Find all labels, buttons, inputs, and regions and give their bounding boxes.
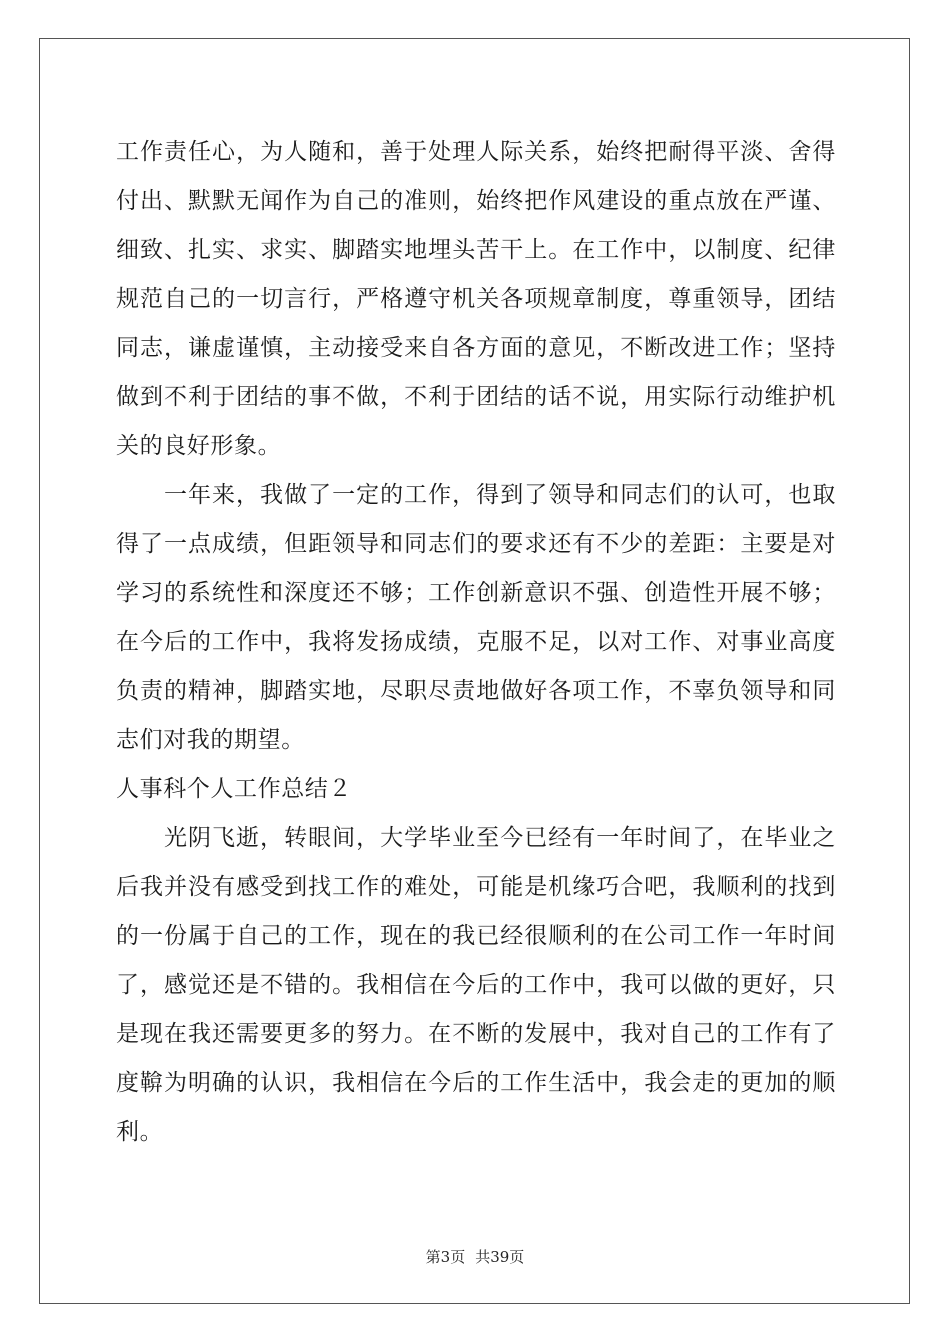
- page-total: 共39页: [475, 1248, 525, 1266]
- paragraph-section-intro: 光阴飞逝，转眼间，大学毕业至今已经有一年时间了，在毕业之后我并没有感受到找工作的难处，可能是机缘巧合吧，我顺利的找到的一份属于自己的工作，现在的我已经很顺利的在公司工作一年时间了，感觉还是不错的。我相信在今后的工作中，我可以做的更好，只是现在我还需要更多的努力。在不断的发展中，我对自己的工作有了度鞥为明确的认识，我相信在今后的工作生活中，我会走的更加的顺利。: [116, 825, 836, 1145]
- page-footer: [0, 1247, 950, 1267]
- paragraph-summary: 一年来，我做了一定的工作，得到了领导和同志们的认可，也取得了一点成绩，但距领导和同志们的要求还有不少的差距：主要是对学习的系统性和深度还不够；工作创新意识不强、创造性开展不够；在今后的工作中，我将发扬成绩，克服不足，以对工作、对事业高度负责的精神，脚踏实地，尽职尽责地做好各项工作，不辜负领导和同志们对我的期望。: [116, 482, 836, 753]
- document-body: [116, 128, 836, 1157]
- section-title: 人事科个人工作总结２: [116, 776, 352, 802]
- page-number: 第3页: [425, 1248, 466, 1266]
- paragraph-continued: 工作责任心，为人随和，善于处理人际关系，始终把耐得平淡、舍得付出、默默无闻作为自己的准则，始终把作风建设的重点放在严谨、细致、扎实、求实、脚踏实地埋头苦干上。在工作中，以制度、纪律规范自己的一切言行，严格遵守机关各项规章制度，尊重领导，团结同志，谦虚谨慎，主动接受来自各方面的意见，不断改进工作；坚持做到不利于团结的事不做，不利于团结的话不说，用实际行动维护机关的良好形象。: [116, 139, 836, 459]
